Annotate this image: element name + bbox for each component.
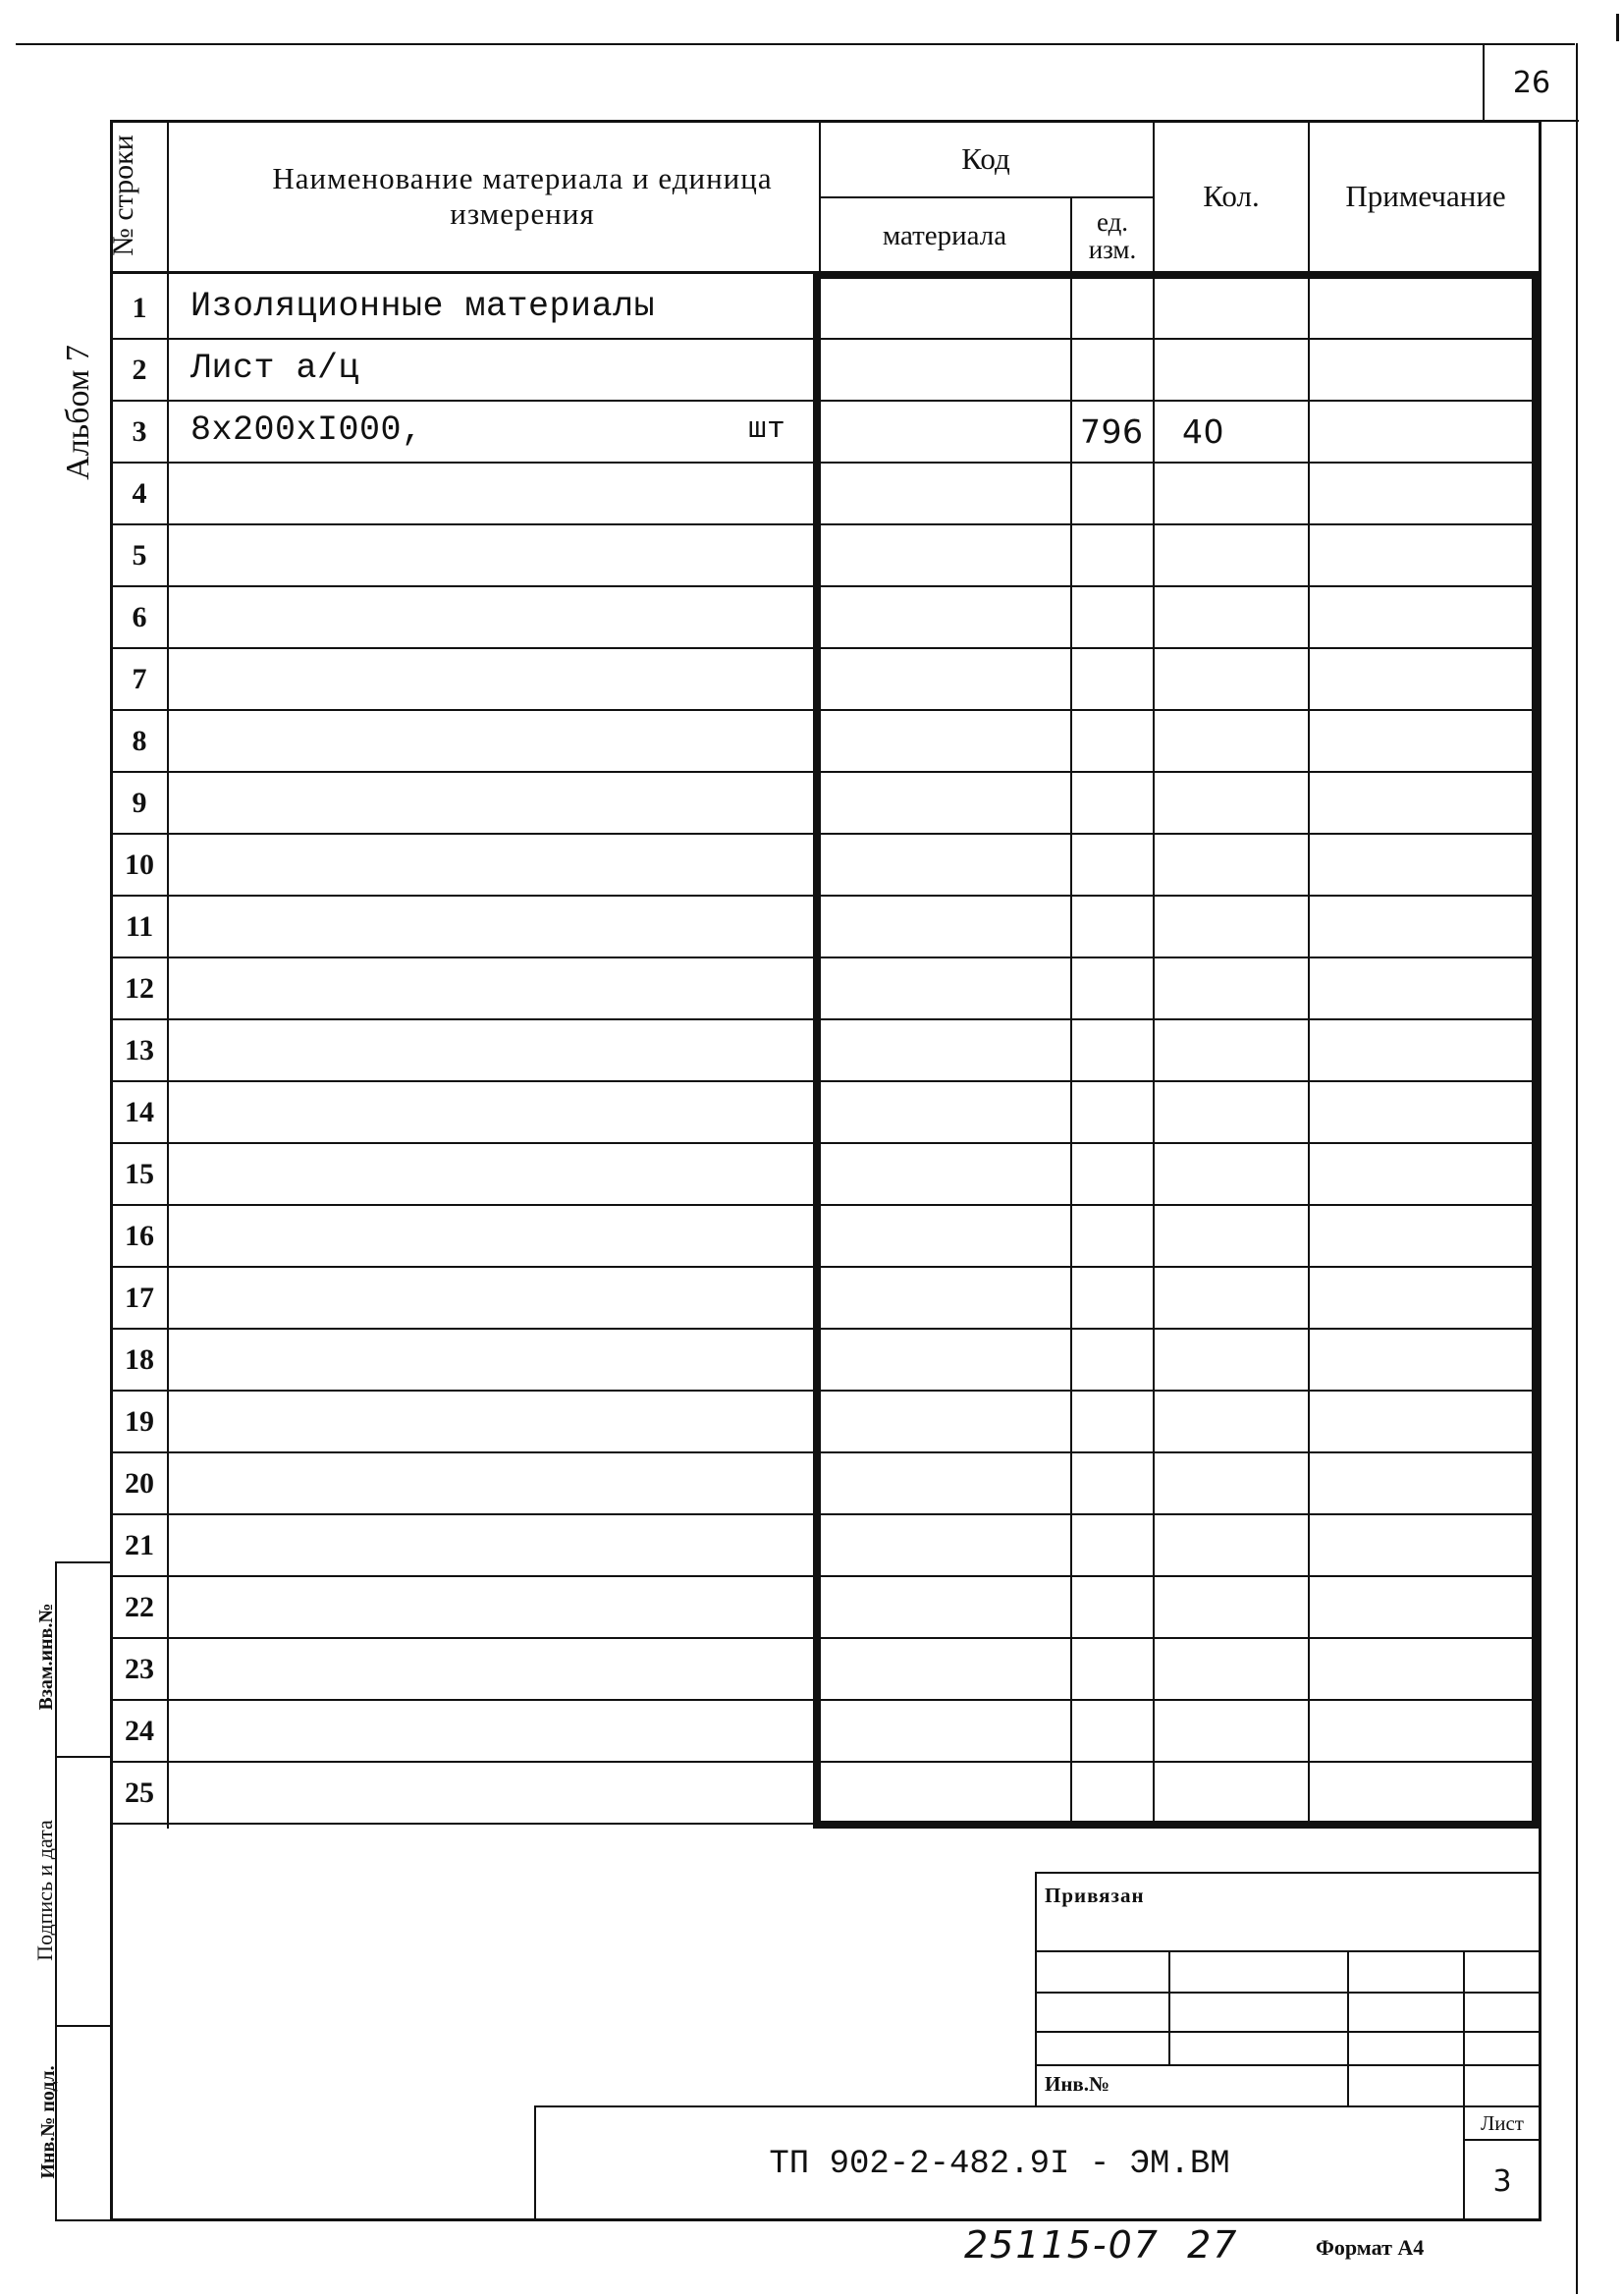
row-number: 15 (125, 1157, 154, 1190)
row-number: 8 (132, 724, 147, 757)
row-number: 17 (125, 1281, 154, 1314)
table-row (110, 1143, 1542, 1205)
row-number: 10 (125, 847, 154, 881)
table-row (110, 896, 1542, 957)
row-number: 7 (132, 662, 147, 695)
format-label: Формат А4 (1316, 2235, 1425, 2260)
side-stamp-divider (55, 1561, 110, 1563)
row-number: 5 (132, 538, 147, 572)
top-rule (16, 43, 1575, 45)
row-number: 2 (132, 353, 147, 386)
table-row (110, 1514, 1542, 1576)
header-divider (1308, 120, 1310, 273)
table-row (110, 1452, 1542, 1514)
table-row (110, 648, 1542, 710)
row-number: 1 (132, 291, 147, 324)
row-number: 16 (125, 1219, 154, 1252)
table-row (110, 1700, 1542, 1762)
row-number: 24 (125, 1714, 154, 1747)
material-name: Лист а/ц (190, 349, 360, 388)
row-number: 3 (132, 414, 147, 448)
row-number: 14 (125, 1095, 154, 1128)
privyazan-label: Привязан (1045, 1884, 1145, 1907)
header-divider (1070, 196, 1072, 273)
album-label: Альбом 7 (60, 345, 96, 480)
privyazan-col (1347, 1950, 1349, 2107)
header-note: Примечание (1345, 179, 1506, 213)
row-number: 21 (125, 1528, 154, 1561)
table-row (110, 339, 1542, 401)
side-vzam: Взам.инв.№ (35, 1603, 57, 1711)
row-number: 11 (125, 909, 154, 943)
table-row (110, 834, 1542, 896)
row-number: 22 (125, 1590, 154, 1623)
page-number: 26 (1512, 65, 1551, 100)
header-qty: Кол. (1203, 179, 1260, 213)
row-number: 20 (125, 1466, 154, 1500)
header-code: Код (961, 141, 1010, 176)
row-number: 13 (125, 1033, 154, 1066)
unit-word: шт (748, 412, 786, 447)
side-stamp-divider (55, 2025, 110, 2027)
header-row-no: № строки (107, 135, 139, 256)
table-row (110, 1576, 1542, 1638)
row-number: 12 (125, 971, 154, 1005)
table-row (110, 710, 1542, 772)
table-row (110, 1329, 1542, 1391)
row-number: 4 (132, 476, 147, 510)
table-row (110, 401, 1542, 463)
header-divider (1153, 120, 1155, 273)
header-name: Наименование материала и единица измерения (272, 161, 773, 231)
side-stamp-divider (55, 1756, 110, 1758)
side-inv-podl: Инв.№ подл. (37, 2065, 59, 2179)
table-row (110, 1267, 1542, 1329)
row-number: 19 (125, 1404, 154, 1438)
page-number-box (1483, 45, 1579, 122)
table-row (110, 586, 1542, 648)
table-row (110, 1638, 1542, 1700)
doc-code: ТП 902-2-482.9I - ЭМ.ВМ (769, 2146, 1230, 2183)
table-row (110, 463, 1542, 524)
inv-no-label: Инв.№ (1045, 2072, 1110, 2096)
header-divider (819, 196, 1153, 198)
handwritten-number: 25115-07 27 (964, 2223, 1239, 2267)
quantity: 40 (1182, 412, 1224, 451)
table-row (110, 1019, 1542, 1081)
material-name: Изоляционные материалы (190, 287, 656, 326)
privyazan-col (1168, 1950, 1170, 2064)
unit-code: 796 (1080, 412, 1144, 451)
material-name: 8х200хI000, (190, 410, 423, 450)
side-podpis: Подпись и дата (32, 1820, 57, 1961)
row-number: 18 (125, 1342, 154, 1376)
side-stamp (55, 1561, 110, 2221)
privyazan-col (1463, 1950, 1465, 2107)
table-row (110, 1205, 1542, 1267)
row-number: 23 (125, 1652, 154, 1685)
table-row (110, 1391, 1542, 1452)
header-material: материала (882, 219, 1007, 251)
row-number: 9 (132, 786, 147, 819)
right-edge-line (1576, 43, 1578, 2294)
table-row (110, 1762, 1542, 1824)
table-row (110, 772, 1542, 834)
table-row (110, 1081, 1542, 1143)
corner-mark (1616, 14, 1619, 41)
header-unit: ед. изм. (1088, 207, 1137, 264)
table-row (110, 524, 1542, 586)
row-number: 25 (125, 1776, 154, 1809)
list-number: 3 (1492, 2163, 1512, 2199)
table-row (110, 277, 1542, 339)
row-number: 6 (132, 600, 147, 633)
list-label: Лист (1481, 2110, 1524, 2135)
table-row (110, 957, 1542, 1019)
